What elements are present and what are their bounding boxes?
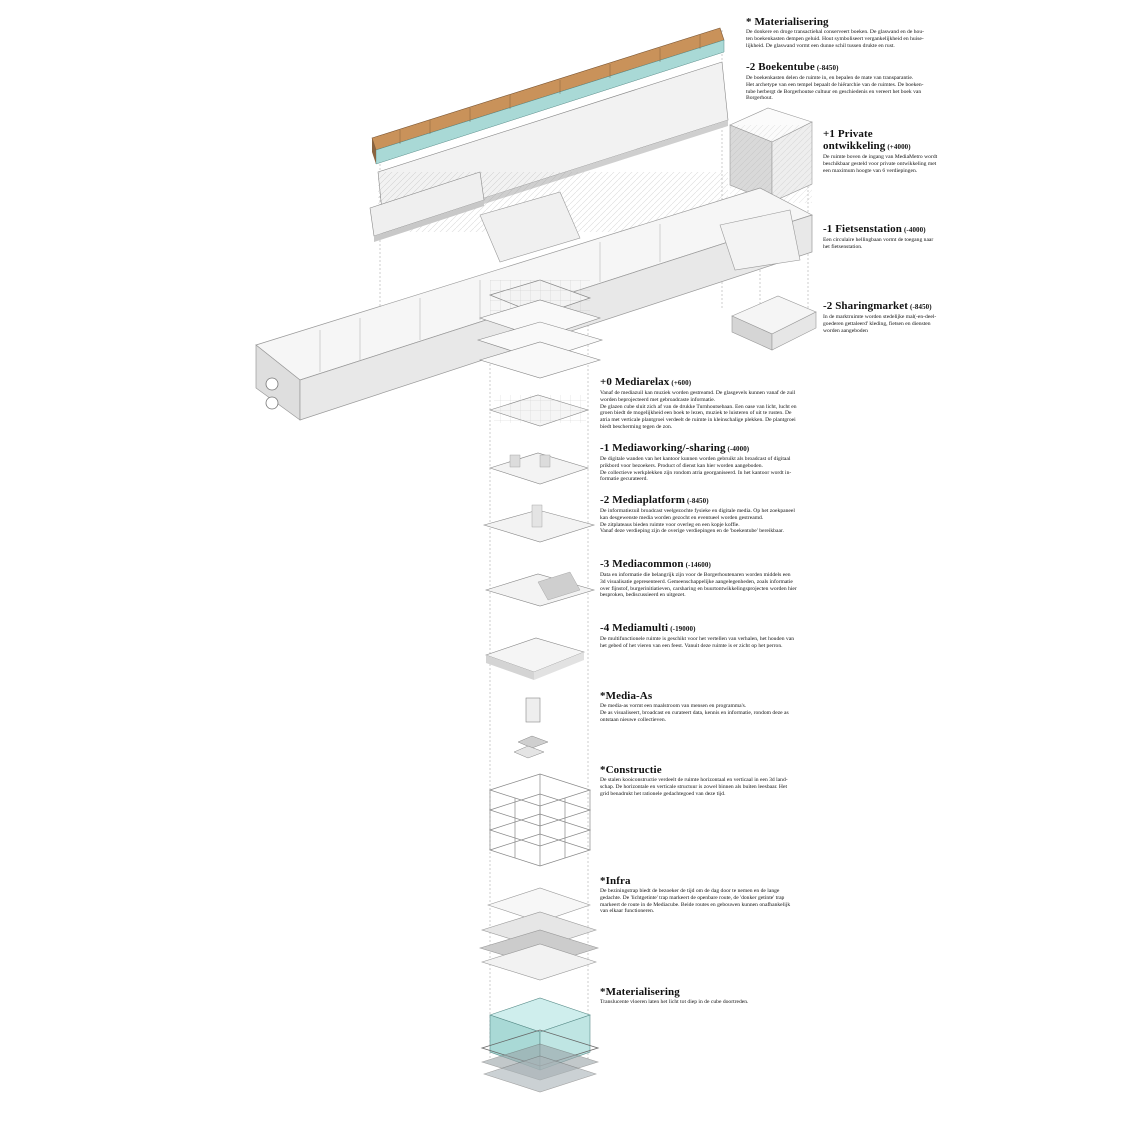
annotation-text: De boekenkasten delen de ruimte in, en bepalen de mate van transparantie. Het archetype van een tempel bepaalt de hiërarchie van de ruimtes. De boeken- tube herbergt de Borgerhoutse cultuur en geschiedenis en vereert het boek van Borgerhout.	[746, 75, 924, 102]
annotation-title: *Infra	[600, 875, 631, 887]
annotation-level: (-14600)	[685, 561, 711, 569]
annotation-level: (-19000)	[670, 625, 696, 633]
annotation-title: *Media-As	[600, 690, 653, 702]
layer-mediaworking	[490, 453, 588, 484]
annotation-mediaworking	[600, 442, 832, 483]
annotation-text: In de marktruimte worden stedelijke mal(-en-deel- goederen gettaleerd' kleding, fietsen en diensten worden aangeboden	[823, 314, 937, 334]
annotation-text: De stalen kooiconstructie verdeelt de ruimte horizontaal en verticaal in een 3d land- schap. De horizontale en verticale structuur is zowel binnen als buiten leesbaar. Het grid benadrukt het rationele gedachtegoed van deze tijd.	[600, 777, 788, 797]
layer-materialisering-glass	[482, 998, 598, 1092]
annotation-materialisering-glass	[600, 986, 832, 1006]
annotation-title: -4 Mediamulti	[600, 622, 669, 634]
annotation-level: (+600)	[671, 379, 692, 387]
layer-infra	[480, 888, 598, 980]
annotation-level: (+4000)	[887, 143, 911, 151]
annotation-text: De multifunctionele ruimte is geschikt voor het vertellen van verhalen, het houden van het gebed of het vieren van een feest. Vanuit deze ruimte is er zicht op het perron.	[600, 636, 795, 649]
annotation-title: -2 Boekentube	[746, 61, 815, 73]
annotation-title: +1 Private ontwikkeling	[823, 128, 886, 152]
annotation-media-as	[600, 690, 832, 723]
layer-mediarelax	[490, 395, 588, 426]
annotation-mediamulti	[600, 622, 832, 650]
annotation-level: (-4000)	[727, 445, 750, 453]
annotation-text: Data en informatie die belangrijk zijn voor de Borgerhoutenaren worden middels een 3d visualisatie gepresenteerd. Gemeenschappelijke aangelegenheden, zoals informatie over fijnstof, burgerinitiatieven, carsharing en buurtontwikkelingsprojecten worden hier besproken, bediscussieerd en uitgezet.	[600, 572, 797, 599]
annotation-title: *Materialisering	[600, 986, 680, 998]
annotation-private-ontwikkeling	[823, 128, 963, 174]
layer-constructie	[490, 774, 590, 866]
layer-mediamulti	[486, 638, 584, 680]
annotation-fietsenstation	[823, 223, 963, 251]
annotation-mediarelax	[600, 376, 832, 431]
annotation-mediacommon	[600, 558, 832, 599]
annotation-text: De informatiezuil broadcast veelgezochte fysieke en digitale media. Op het zoekpaneel kan desgewenste media worden gezocht en eventueel worden gestreamd. De zitplateaus bieden ruimte voor overleg en een kopje koffie. Vanaf deze verdieping zijn de overige verdiepingen en de 'boekentube' bereikbaar.	[600, 508, 795, 535]
annotation-text: Een circulaire hellingbaan vormt de toegang naar het fietsenstation.	[823, 237, 934, 250]
annotation-level: (-8450)	[687, 497, 709, 505]
annotation-sharingmarket	[823, 300, 963, 334]
layer-mediacommon	[486, 572, 594, 606]
annotation-title: -3 Mediacommon	[600, 558, 684, 570]
annotation-text: Vanaf de mediazuil kan muziek worden gestreamd. De glasgevels kunnen vanaf de zuil worden beprojecteerd met gebroadcaste informatie. De glazen cube sluit zich af van de drukke Turnhoutsebaan. Een oase van licht, lucht en groen biedt de mogelijkheid een boek te lezen, muziek te luisteren of uit te rusten. De atria met verticale plantgroei verdeelt de ruimte in kleinschalige plekken. De plantgroei biedt bescherming tegen de zon.	[600, 390, 797, 430]
annotation-text: De beziningstrap biedt de bezoeker de tijd om de dag door te nemen en de lange gedachte. De 'lichtgetinte' trap markeert de openbare route, de 'donker getinte' trap markeert de route in de Mediacube. Beide routes en gebouwen kunnen onafhankelijk van elkaar functioneren.	[600, 888, 791, 915]
annotation-text: De media-as vormt een maalstroom van mensen en programma's. De as visualiseert, broadcast en curateert data, kennis en informatie, rondom deze as ontstaan nieuwe collectieven.	[600, 703, 789, 723]
annotation-mediaplatform	[600, 494, 832, 535]
annotation-level: (-8450)	[816, 64, 839, 72]
layer-media-as	[514, 698, 548, 758]
layer-mediaplatform	[484, 505, 594, 542]
annotation-title: -2 Sharingmarket	[823, 300, 909, 312]
annotation-title: -1 Mediaworking/-sharing	[600, 442, 726, 454]
annotation-text: De donkere en droge transactiehal conserveert boeken. De glaswand en de hou- ten boekenkasten dempen geluid. Hout symboliseert vergankelijkheid en huise- lijkheid. De glaswand vormt een dunne schil tussen drukte en rust.	[746, 29, 924, 49]
annotation-infra	[600, 875, 832, 915]
annotation-boekentube	[746, 61, 956, 102]
annotation-title: -1 Fietsenstation	[823, 223, 902, 235]
sharingmarket-volume	[732, 296, 816, 350]
annotation-text: De digitale wanden van het kantoor kunnen worden gebruikt als broadcast of digitaal prikbord voor bezoekers. Product of dienst kan hier worden aangeboden. De collectieve werkplekken zijn rondom atria georganiseerd. In het kantoor wordt in- formatie gecurateerd.	[600, 456, 792, 483]
annotation-level: (-4000)	[904, 226, 926, 234]
annotation-text: Translucente vloeren laten het licht tot diep in de cube doortreden.	[600, 999, 749, 1005]
annotation-level: (-8450)	[910, 303, 932, 311]
annotation-constructie	[600, 764, 832, 797]
annotation-title: * Materialisering	[746, 16, 829, 28]
annotation-text: De ruimte boven de ingang van MediaMetro wordt beschikbaar gesteld voor private ontwikkeling met een maximum hoogte van 6 verdiepingen.	[823, 154, 938, 174]
annotation-boekentube-materialisering	[746, 16, 956, 49]
annotation-title: *Constructie	[600, 764, 662, 776]
annotation-title: -2 Mediaplatform	[600, 494, 685, 506]
annotation-title: +0 Mediarelax	[600, 376, 670, 388]
private-ontwikkeling-volume	[730, 108, 812, 203]
